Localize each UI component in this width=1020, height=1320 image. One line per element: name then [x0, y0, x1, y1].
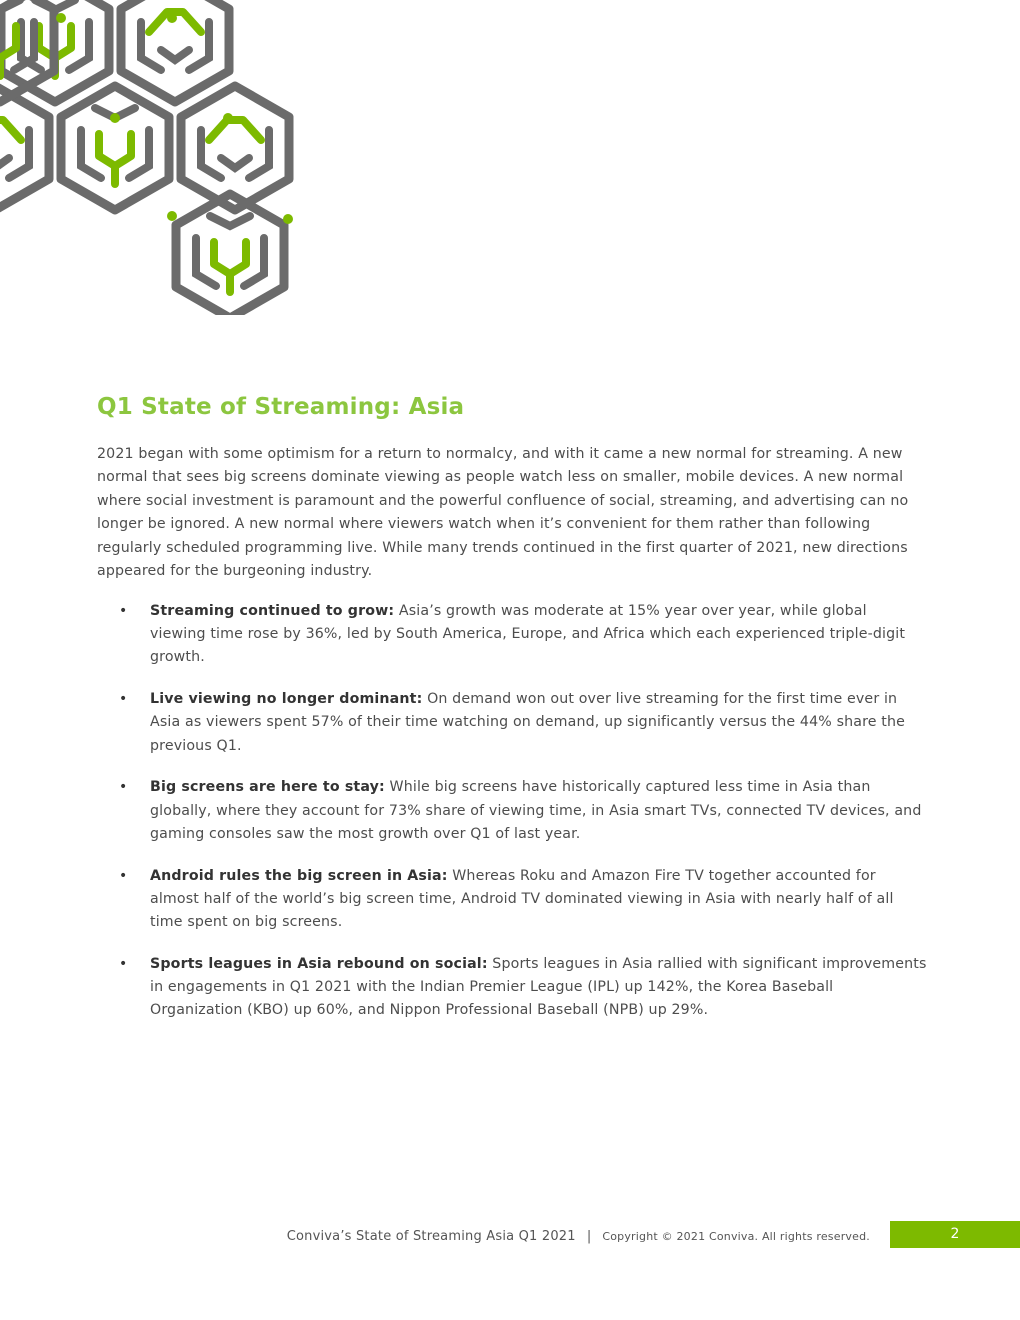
hexagon-pattern-icon — [0, 0, 350, 315]
list-item — [97, 953, 927, 1023]
footer-copyright: Copyright © 2021 Conviva. All rights reserved. — [602, 1230, 870, 1243]
bullet-lead: Sports leagues in Asia rebound on social: — [150, 955, 488, 972]
page-title: Q1 State of Streaming: Asia — [97, 394, 465, 420]
list-item — [97, 688, 927, 758]
bullet-text: While big screens have historically captured less time in Asia than globally, where they account for 73% share of viewing time, in Asia smart TVs, connected TV devices, and gaming consoles saw the most growth over Q1 of last year. — [150, 779, 922, 842]
page-footer — [0, 1221, 1020, 1248]
bullet-lead: Android rules the big screen in Asia: — [150, 867, 448, 884]
key-findings-list — [97, 600, 927, 1041]
list-item — [97, 600, 927, 670]
intro-paragraph: 2021 began with some optimism for a return to normalcy, and with it came a new normal for streaming. A new normal that sees big screens dominate viewing as people watch less on smaller, mobile devices. A new normal where social investment is paramount and the powerful confluence of social, streaming, and advertising can no longer be ignored. A new normal where viewers watch when it’s convenient for them rather than following regularly scheduled programming live. While many trends continued in the first quarter of 2021, new directions appeared for the burgeoning industry. — [97, 446, 909, 580]
footer-separator: | — [586, 1229, 592, 1244]
bullet-lead: Streaming continued to grow: — [150, 603, 395, 619]
bullet-dot: • — [119, 955, 128, 972]
footer-report-title: Conviva’s State of Streaming Asia Q1 2021 — [286, 1229, 576, 1244]
bullet-dot: • — [119, 691, 128, 708]
bullet-lead: Big screens are here to stay: — [150, 779, 385, 796]
list-item — [97, 776, 927, 846]
bullet-dot: • — [119, 867, 128, 884]
bullet-text: On demand won out over live streaming for the first time ever in Asia as viewers spent 57% of their time watching on demand, up significantly versus the 44% share the previous Q1. — [150, 691, 906, 754]
bullet-text: Asia’s growth was moderate at 15% year over year, while global viewing time rose by 36%, led by South America, Europe, and Africa which each experienced triple-digit growth. — [150, 603, 906, 666]
footer-text — [287, 1221, 870, 1248]
page-number: 2 — [890, 1221, 1020, 1248]
bullet-lead: Live viewing no longer dominant: — [150, 691, 423, 708]
bullet-text: Sports leagues in Asia rallied with significant improvements in engagements in Q1 2021 with the Indian Premier League (IPL) up 142%, the Korea Baseball Organization (KBO) up 60%, and Nippon Professional Baseball (NPB) up 29%. — [150, 955, 927, 1019]
bullet-dot: • — [119, 779, 128, 796]
list-item — [97, 865, 927, 935]
bullet-text: Whereas Roku and Amazon Fire TV together accounted for almost half of the world’s big screen time, Android TV dominated viewing in Asia with nearly half of all time spent on big screens. — [150, 867, 894, 931]
bullet-dot: • — [119, 603, 128, 619]
